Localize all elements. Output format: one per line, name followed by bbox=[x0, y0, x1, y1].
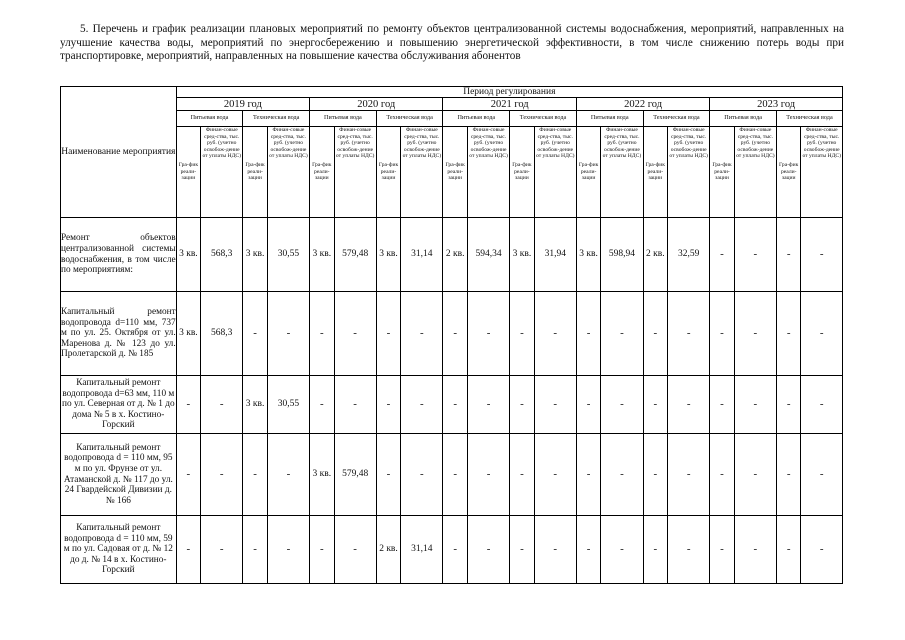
row-value: - bbox=[710, 376, 734, 434]
header-finance: Финан-совые сред-ства, тыс. руб. (учетно освобож-дение от уплаты НДС) bbox=[734, 127, 776, 218]
row-value: - bbox=[576, 434, 600, 516]
row-value: - bbox=[401, 292, 443, 376]
row-name: Ремонт объектов централизованной системы водоснабжения, в том числе по мероприятиям: bbox=[61, 218, 177, 292]
row-value: 32,59 bbox=[668, 218, 710, 292]
row-value: - bbox=[601, 434, 643, 516]
header-schedule: Гра-фик реали-зации bbox=[510, 127, 534, 218]
row-value: 31,14 bbox=[401, 218, 443, 292]
header-technical-water: Техническая вода bbox=[776, 111, 842, 127]
row-value: - bbox=[710, 434, 734, 516]
row-value: - bbox=[710, 292, 734, 376]
row-value: - bbox=[776, 292, 800, 376]
header-schedule: Гра-фик реали-зации bbox=[243, 127, 267, 218]
row-value: - bbox=[310, 292, 334, 376]
row-value: 30,55 bbox=[267, 376, 309, 434]
row-value: - bbox=[601, 292, 643, 376]
header-finance: Финан-совые сред-ства, тыс. руб. (учетно освобож-дение от уплаты НДС) bbox=[668, 127, 710, 218]
schedule-table bbox=[60, 86, 843, 584]
header-schedule: Гра-фик реали-зации bbox=[376, 127, 400, 218]
row-value: - bbox=[176, 434, 200, 516]
row-value: - bbox=[510, 516, 534, 584]
header-finance: Финан-совые сред-ства, тыс. руб. (учетно освобож-дение от уплаты НДС) bbox=[467, 127, 509, 218]
header-technical-water: Техническая вода bbox=[643, 111, 710, 127]
header-finance: Финан-совые сред-ства, тыс. руб. (учетно освобож-дение от уплаты НДС) bbox=[334, 127, 376, 218]
row-value: - bbox=[243, 434, 267, 516]
row-value: 3 кв. bbox=[243, 376, 267, 434]
table-row bbox=[61, 434, 843, 516]
header-period: Период регулирования bbox=[176, 87, 842, 98]
table-row bbox=[61, 376, 843, 434]
row-value: - bbox=[801, 516, 843, 584]
row-value: - bbox=[267, 292, 309, 376]
row-value: - bbox=[801, 434, 843, 516]
header-year: 2019 год bbox=[176, 98, 309, 111]
document-heading: 5. Перечень и график реализации плановых мероприятий по ремонту объектов централизованной системы водоснабжения, мероприятий, направленных на улучшение качества воды, мероприятий по энергосбережению и повышению энергетической эффективности, в том числе снижению потерь воды при транспортировке, мероприятий, направленных на повышение качества обслуживания абонентов bbox=[60, 23, 844, 63]
row-value: 30,55 bbox=[267, 218, 309, 292]
row-value: - bbox=[734, 218, 776, 292]
row-value: - bbox=[376, 376, 400, 434]
row-value: - bbox=[201, 434, 243, 516]
header-year: 2023 год bbox=[710, 98, 843, 111]
table-row bbox=[61, 292, 843, 376]
row-value: - bbox=[710, 516, 734, 584]
header-drinking-water: Питьевая вода bbox=[310, 111, 377, 127]
row-value: 3 кв. bbox=[510, 218, 534, 292]
row-value: 568,3 bbox=[201, 292, 243, 376]
row-value: - bbox=[776, 516, 800, 584]
header-finance: Финан-совые сред-ства, тыс. руб. (учетно освобож-дение от уплаты НДС) bbox=[801, 127, 843, 218]
row-value: - bbox=[776, 218, 800, 292]
table-row bbox=[61, 516, 843, 584]
row-value: 594,34 bbox=[467, 218, 509, 292]
row-value: - bbox=[643, 434, 667, 516]
row-value: - bbox=[601, 376, 643, 434]
row-value: - bbox=[534, 376, 576, 434]
row-value: 3 кв. bbox=[376, 218, 400, 292]
header-finance: Финан-совые сред-ства, тыс. руб. (учетно освобож-дение от уплаты НДС) bbox=[601, 127, 643, 218]
row-value: 3 кв. bbox=[310, 434, 334, 516]
header-drinking-water: Питьевая вода bbox=[576, 111, 643, 127]
row-value: 2 кв. bbox=[376, 516, 400, 584]
row-value: - bbox=[267, 434, 309, 516]
row-value: - bbox=[601, 516, 643, 584]
row-value: - bbox=[510, 376, 534, 434]
row-value: - bbox=[801, 376, 843, 434]
row-name: Капитальный ремонт водопровода d=110 мм, 737 м по ул. 25. Октября от ул. Маренова д. № 123 до ул. Пролетарской д. № 185 bbox=[61, 292, 177, 376]
row-value: - bbox=[443, 376, 467, 434]
header-schedule: Гра-фик реали-зации bbox=[176, 127, 200, 218]
header-schedule: Гра-фик реали-зации bbox=[576, 127, 600, 218]
row-value: 3 кв. bbox=[176, 292, 200, 376]
row-value: - bbox=[734, 376, 776, 434]
row-value: - bbox=[467, 516, 509, 584]
header-schedule: Гра-фик реали-зации bbox=[710, 127, 734, 218]
row-value: 3 кв. bbox=[176, 218, 200, 292]
row-value: - bbox=[668, 292, 710, 376]
row-value: - bbox=[643, 516, 667, 584]
row-value: 579,48 bbox=[334, 434, 376, 516]
row-value: - bbox=[334, 376, 376, 434]
row-value: - bbox=[668, 376, 710, 434]
row-value: - bbox=[443, 292, 467, 376]
header-schedule: Гра-фик реали-зации bbox=[776, 127, 800, 218]
row-value: - bbox=[176, 376, 200, 434]
row-value: - bbox=[443, 516, 467, 584]
row-name: Капитальный ремонт водопровода d = 110 мм, 95 м по ул. Фрунзе от ул. Атаманской д. № 117 до ул. 24 Гвардейской Дивизии д. № 166 bbox=[61, 434, 177, 516]
row-value: - bbox=[334, 516, 376, 584]
row-value: 3 кв. bbox=[243, 218, 267, 292]
row-value: - bbox=[401, 376, 443, 434]
header-name-column: Наименование мероприятия bbox=[61, 87, 177, 218]
row-name: Капитальный ремонт водопровода d=63 мм, 110 м по ул. Северная от д. № 1 до дома № 5 в х. Костино-Горский bbox=[61, 376, 177, 434]
header-technical-water: Техническая вода bbox=[376, 111, 443, 127]
row-value: 3 кв. bbox=[576, 218, 600, 292]
row-value: - bbox=[534, 434, 576, 516]
row-value: 598,94 bbox=[601, 218, 643, 292]
header-year: 2020 год bbox=[310, 98, 443, 111]
row-value: 31,14 bbox=[401, 516, 443, 584]
row-value: - bbox=[668, 516, 710, 584]
header-technical-water: Техническая вода bbox=[510, 111, 577, 127]
row-value: 3 кв. bbox=[310, 218, 334, 292]
header-finance: Финан-совые сред-ства, тыс. руб. (учетно освобож-дение от уплаты НДС) bbox=[201, 127, 243, 218]
row-value: - bbox=[467, 376, 509, 434]
row-value: - bbox=[401, 434, 443, 516]
row-value: - bbox=[201, 376, 243, 434]
row-value: - bbox=[267, 516, 309, 584]
row-value: - bbox=[643, 376, 667, 434]
row-value: - bbox=[710, 218, 734, 292]
row-value: - bbox=[776, 376, 800, 434]
row-value: 2 кв. bbox=[443, 218, 467, 292]
header-schedule: Гра-фик реали-зации bbox=[643, 127, 667, 218]
header-finance: Финан-совые сред-ства, тыс. руб. (учетно освобож-дение от уплаты НДС) bbox=[534, 127, 576, 218]
row-value: - bbox=[576, 292, 600, 376]
row-value: - bbox=[776, 434, 800, 516]
row-value: - bbox=[467, 434, 509, 516]
header-drinking-water: Питьевая вода bbox=[176, 111, 243, 127]
row-value: - bbox=[443, 434, 467, 516]
row-name: Капитальный ремонт водопровода d = 110 мм, 59 м по ул. Садовая от д. № 12 до д. № 14 в х. Костино-Горский bbox=[61, 516, 177, 584]
row-value: - bbox=[576, 376, 600, 434]
header-drinking-water: Питьевая вода bbox=[443, 111, 510, 127]
row-value: - bbox=[310, 516, 334, 584]
row-value: - bbox=[534, 516, 576, 584]
header-schedule: Гра-фик реали-зации bbox=[443, 127, 467, 218]
header-technical-water: Техническая вода bbox=[243, 111, 310, 127]
header-finance: Финан-совые сред-ства, тыс. руб. (учетно освобож-дение от уплаты НДС) bbox=[267, 127, 309, 218]
row-value: 2 кв. bbox=[643, 218, 667, 292]
row-value: - bbox=[576, 516, 600, 584]
header-drinking-water: Питьевая вода bbox=[710, 111, 777, 127]
row-value: - bbox=[334, 292, 376, 376]
header-finance: Финан-совые сред-ства, тыс. руб. (учетно освобож-дение от уплаты НДС) bbox=[401, 127, 443, 218]
header-schedule: Гра-фик реали-зации bbox=[310, 127, 334, 218]
row-value: - bbox=[801, 218, 843, 292]
row-value: - bbox=[510, 434, 534, 516]
row-value: - bbox=[176, 516, 200, 584]
row-value: - bbox=[243, 516, 267, 584]
row-value: - bbox=[668, 434, 710, 516]
row-value: - bbox=[801, 292, 843, 376]
row-value: 568,3 bbox=[201, 218, 243, 292]
row-value: 31,94 bbox=[534, 218, 576, 292]
row-value: - bbox=[243, 292, 267, 376]
row-value: - bbox=[734, 434, 776, 516]
header-year: 2022 год bbox=[576, 98, 709, 111]
row-value: 579,48 bbox=[334, 218, 376, 292]
row-value: - bbox=[734, 516, 776, 584]
header-year: 2021 год bbox=[443, 98, 576, 111]
row-value: - bbox=[376, 434, 400, 516]
row-value: - bbox=[376, 292, 400, 376]
row-value: - bbox=[510, 292, 534, 376]
row-value: - bbox=[643, 292, 667, 376]
table-row bbox=[61, 218, 843, 292]
row-value: - bbox=[467, 292, 509, 376]
row-value: - bbox=[534, 292, 576, 376]
row-value: - bbox=[310, 376, 334, 434]
row-value: - bbox=[201, 516, 243, 584]
row-value: - bbox=[734, 292, 776, 376]
